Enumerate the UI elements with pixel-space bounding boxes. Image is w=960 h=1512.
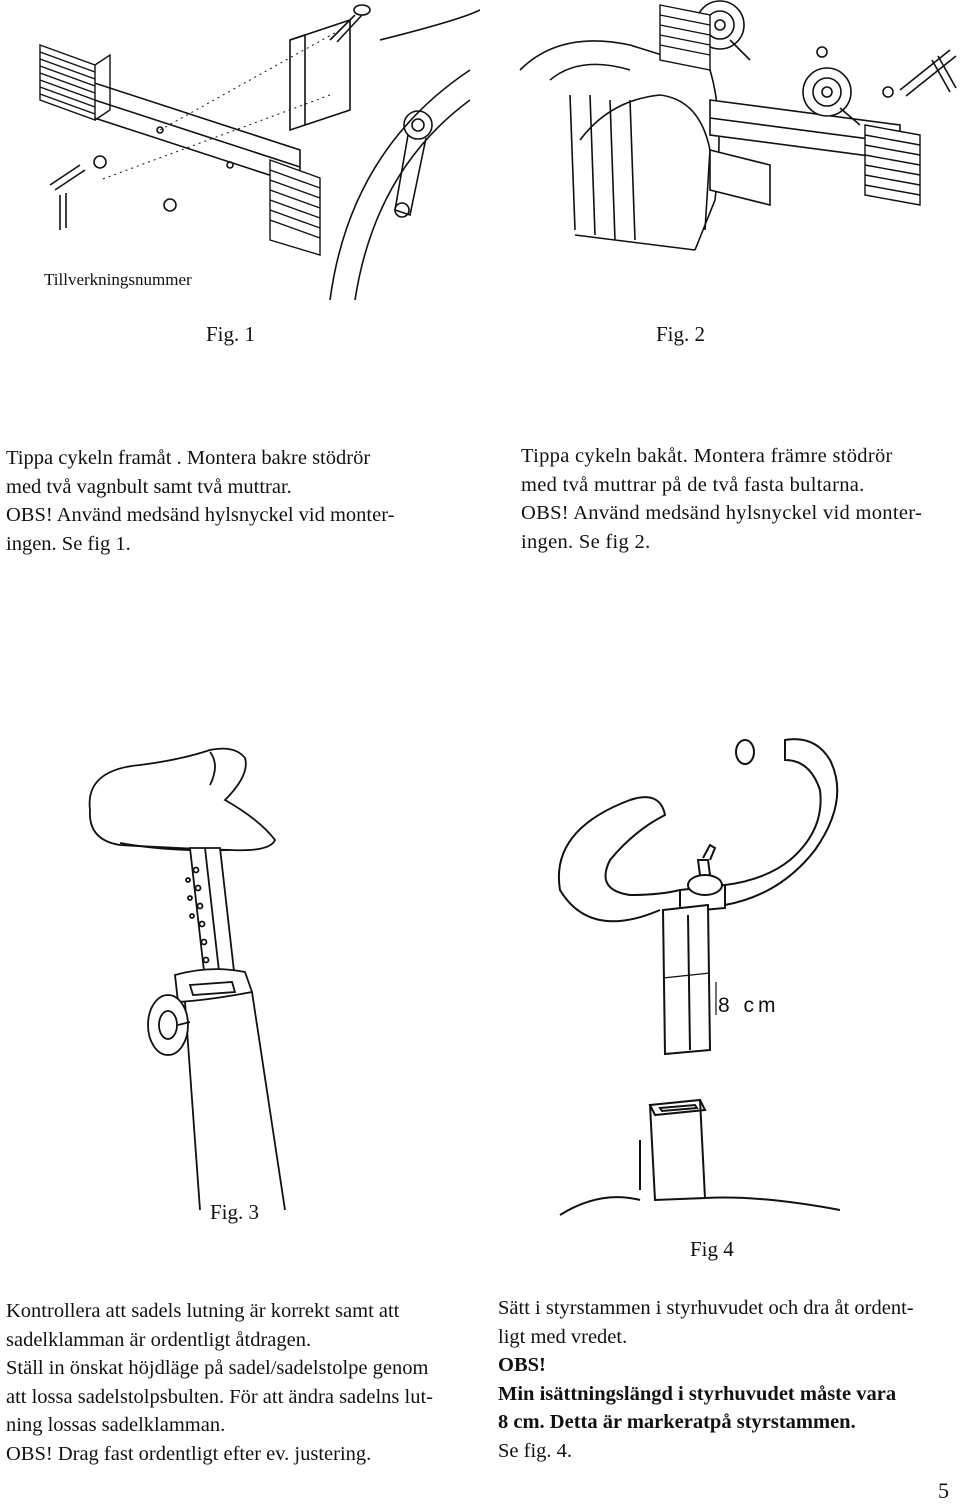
text-line: Tippa cykeln framåt . Montera bakre stödrör [6, 447, 371, 469]
seat-tube [175, 969, 285, 1210]
handlebar-knob [688, 845, 722, 895]
text-line: OBS! Använd medsänd hylsnyckel vid monter- [6, 504, 395, 526]
figure-3-illustration [60, 740, 330, 1210]
insertion-marker-label: 8 cm [718, 994, 780, 1017]
saddle [90, 749, 275, 851]
instruction-fig1 [6, 444, 394, 558]
see-figure-reference: Se fig. 4. [498, 1439, 573, 1462]
text-line: Kontrollera att sadels lutning är korrekt samt att [6, 1300, 400, 1322]
figure-3-caption: Fig. 3 [210, 1200, 260, 1224]
text-line: Sätt i styrstammen i styrhuvudet och dra åt ordent- [498, 1297, 914, 1319]
figure-2-illustration [480, 0, 960, 300]
text-line: att lossa sadelstolpsbulten. För att ändra sadelns lut- [6, 1385, 434, 1408]
figure-2-caption: Fig. 2 [656, 322, 706, 346]
text-line: Ställ in önskat höjdläge på sadel/sadelstolpe genom [6, 1357, 429, 1379]
seat-post [186, 848, 235, 980]
text-line: OBS! Drag fast ordentligt efter ev. justering. [6, 1442, 372, 1465]
text-line: ning lossas sadelklamman. [6, 1414, 226, 1436]
handlebar-stem [663, 905, 716, 1054]
text-line: ligt med vredet. [498, 1325, 628, 1348]
crank-arm [395, 111, 432, 217]
seat-knob [148, 995, 190, 1055]
serial-number-label: Tillverkningsnummer [44, 270, 192, 289]
warning-line: Min isättningslängd i styrhuvudet måste vara [498, 1382, 897, 1405]
text-line: med två vagnbult samt två muttrar. [6, 475, 292, 498]
figure-1-illustration [0, 0, 480, 300]
text-line: Tippa cykeln bakåt. Montera främre stödrör [521, 445, 893, 467]
figure-4-illustration [540, 720, 860, 1220]
right-end-cap [270, 160, 320, 255]
instruction-fig2 [521, 442, 922, 556]
instruction-fig3 [6, 1297, 433, 1468]
end-cap-stack [865, 125, 920, 205]
figure-4-caption: Fig 4 [690, 1237, 734, 1261]
figure-1-caption: Fig. 1 [206, 322, 256, 346]
obs-label: OBS! [498, 1354, 546, 1376]
text-line: med två muttrar på de två fasta bultarna. [521, 473, 865, 496]
instruction-fig4 [498, 1294, 914, 1465]
page-number: 5 [938, 1478, 949, 1503]
text-line: ingen. Se fig 2. [521, 530, 651, 553]
warning-line: 8 cm. Detta är markeratpå styrstammen. [498, 1411, 856, 1433]
text-line: sadelklamman är ordentligt åtdragen. [6, 1328, 312, 1351]
text-line: OBS! Använd medsänd hylsnyckel vid monter- [521, 502, 923, 524]
head-tube [560, 1100, 840, 1215]
text-line: ingen. Se fig 1. [6, 532, 131, 555]
